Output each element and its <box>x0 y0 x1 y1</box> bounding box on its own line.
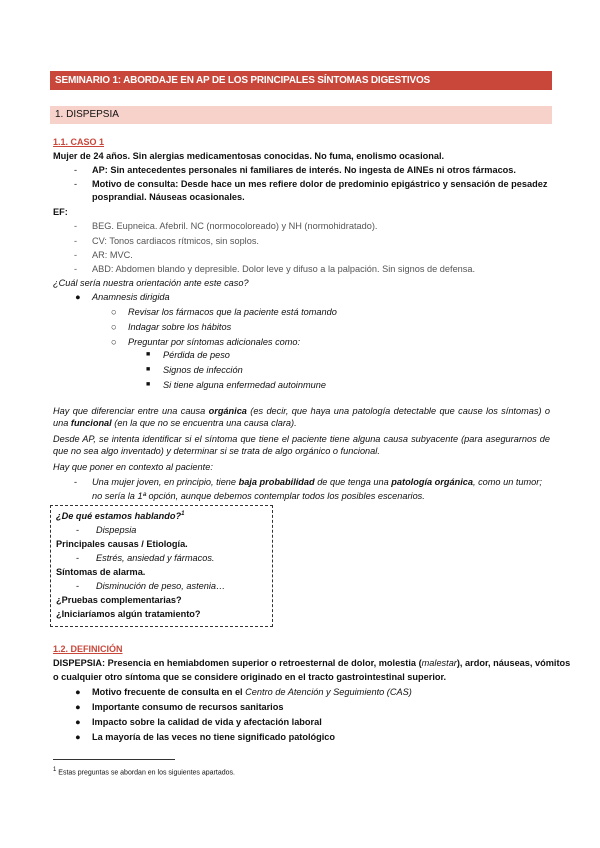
anamnesis-subitem: Revisar los fármacos que la paciente está tomando <box>128 307 337 317</box>
bullet-dot: ● <box>75 717 81 727</box>
paragraph-ap: Desde AP, se intenta identificar si el síntoma que tiene el paciente tiene alguna causa subyacente (para asegurarnos de que no sea algo inventado) y determinar si se trata de algo orgánico o funcional. <box>53 434 550 457</box>
context-line-2: no sería la 1ª opción, aunque debemos contemplar todos los posibles escenarios. <box>92 491 425 501</box>
paragraph-context: Hay que poner en contexto al paciente: <box>53 462 213 472</box>
dash-bullet: - <box>76 553 80 563</box>
box-question: ¿De qué estamos hablando?$^1$ <box>56 511 185 522</box>
anamnesis-item: Anamnesis dirigida <box>92 292 170 302</box>
symptom-item: Si tiene alguna enfermedad autoinmune <box>163 380 326 390</box>
anamnesis-subitem: Indagar sobre los hábitos <box>128 322 232 332</box>
symptom-item: Pérdida de peso <box>163 350 230 360</box>
definition-bullet: Impacto sobre la calidad de vida y afectación laboral <box>92 717 322 727</box>
box-answer: Dispepsia <box>96 525 137 535</box>
box-answer: Disminución de peso, astenia… <box>96 581 226 591</box>
context-line-1: Una mujer joven, en principio, tiene baja probabilidad de que tenga una patología orgánica, como un tumor; <box>92 477 542 487</box>
bullet-square: ■ <box>146 381 151 388</box>
definition-bullet: La mayoría de las veces no tiene significado patológico <box>92 732 336 742</box>
bullet-circle: ○ <box>111 337 117 347</box>
bullet-square: ■ <box>146 351 151 358</box>
bullet-square: ■ <box>146 366 151 373</box>
box-answer: Estrés, ansiedad y fármacos. <box>96 553 215 563</box>
case-heading: 1.1. CASO 1 <box>53 137 105 147</box>
footnote-divider <box>53 759 175 760</box>
box-question: Principales causas / Etiología. <box>56 539 188 549</box>
dash-bullet: - <box>74 165 78 175</box>
dash-bullet: - <box>74 477 78 487</box>
ef-item: CV: Tonos cardiacos rítmicos, sin soplos. <box>92 236 259 246</box>
ap-line: AP: Sin antecedentes personales ni familiares de interés. No ingesta de AINEs ni otros fármacos. <box>92 165 516 175</box>
bullet-dot: ● <box>75 702 81 712</box>
bullet-dot: ● <box>75 292 81 302</box>
dash-bullet: - <box>74 179 78 189</box>
dash-bullet: - <box>74 250 78 260</box>
bullet-circle: ○ <box>111 322 117 332</box>
motivo-line-1: Motivo de consulta: Desde hace un mes refiere dolor de predominio epigástrico y sensación de pesadez <box>92 179 548 189</box>
ef-label: EF: <box>53 207 68 217</box>
definition-bullet: Motivo frecuente de consulta en el Centro de Atención y Seguimiento (CAS) <box>92 687 412 697</box>
case-intro: Mujer de 24 años. Sin alergias medicamentosas conocidas. No fuma, enolismo ocasional. <box>53 151 445 161</box>
definition-bullet: Importante consumo de recursos sanitarios <box>92 702 284 712</box>
definition-line-1: DISPEPSIA: Presencia en hemiabdomen superior o retroesternal de dolor, molestia (malestar), ardor, náuseas, vómitos <box>53 658 571 668</box>
definition-heading: 1.2. DEFINICIÓN <box>53 644 123 654</box>
bullet-dot: ● <box>75 732 81 742</box>
symptom-item: Signos de infección <box>163 365 243 375</box>
dash-bullet: - <box>76 581 80 591</box>
dash-bullet: - <box>74 221 78 231</box>
box-question: ¿Iniciaríamos algún tratamiento? <box>56 609 201 619</box>
box-question: ¿Pruebas complementarias? <box>56 595 182 605</box>
dash-bullet: - <box>74 264 78 274</box>
definition-line-2: o cualquier otro síntoma que se considere originado en el tracto gastrointestinal superior. <box>53 672 447 682</box>
bullet-dot: ● <box>75 687 81 697</box>
ef-item: AR: MVC. <box>92 250 133 260</box>
box-question: Síntomas de alarma. <box>56 567 146 577</box>
motivo-line-2: posprandial. Náuseas ocasionales. <box>92 192 245 202</box>
dash-bullet: - <box>76 525 80 535</box>
page-title: SEMINARIO 1: ABORDAJE EN AP DE LOS PRINCIPALES SÍNTOMAS DIGESTIVOS <box>50 71 552 90</box>
ef-item: ABD: Abdomen blando y depresible. Dolor leve y difuso a la palpación. Sin signos de defensa. <box>92 264 476 274</box>
anamnesis-subitem: Preguntar por síntomas adicionales como: <box>128 337 301 347</box>
ef-item: BEG. Eupneica. Afebril. NC (normocoloreado) y NH (normohidratado). <box>92 221 378 231</box>
section-title: 1. DISPEPSIA <box>50 106 552 124</box>
orientation-question: ¿Cuál sería nuestra orientación ante este caso? <box>53 278 249 288</box>
footnote: $^1$ Estas preguntas se abordan en los siguientes apartados. <box>53 767 235 777</box>
dash-bullet: - <box>74 236 78 246</box>
paragraph-cause: Hay que diferenciar entre una causa orgánica (es decir, que haya una patología detectable que cause los síntomas) o una funcional (en la que no se encuentra una causa clara). <box>53 406 550 429</box>
bullet-circle: ○ <box>111 307 117 317</box>
